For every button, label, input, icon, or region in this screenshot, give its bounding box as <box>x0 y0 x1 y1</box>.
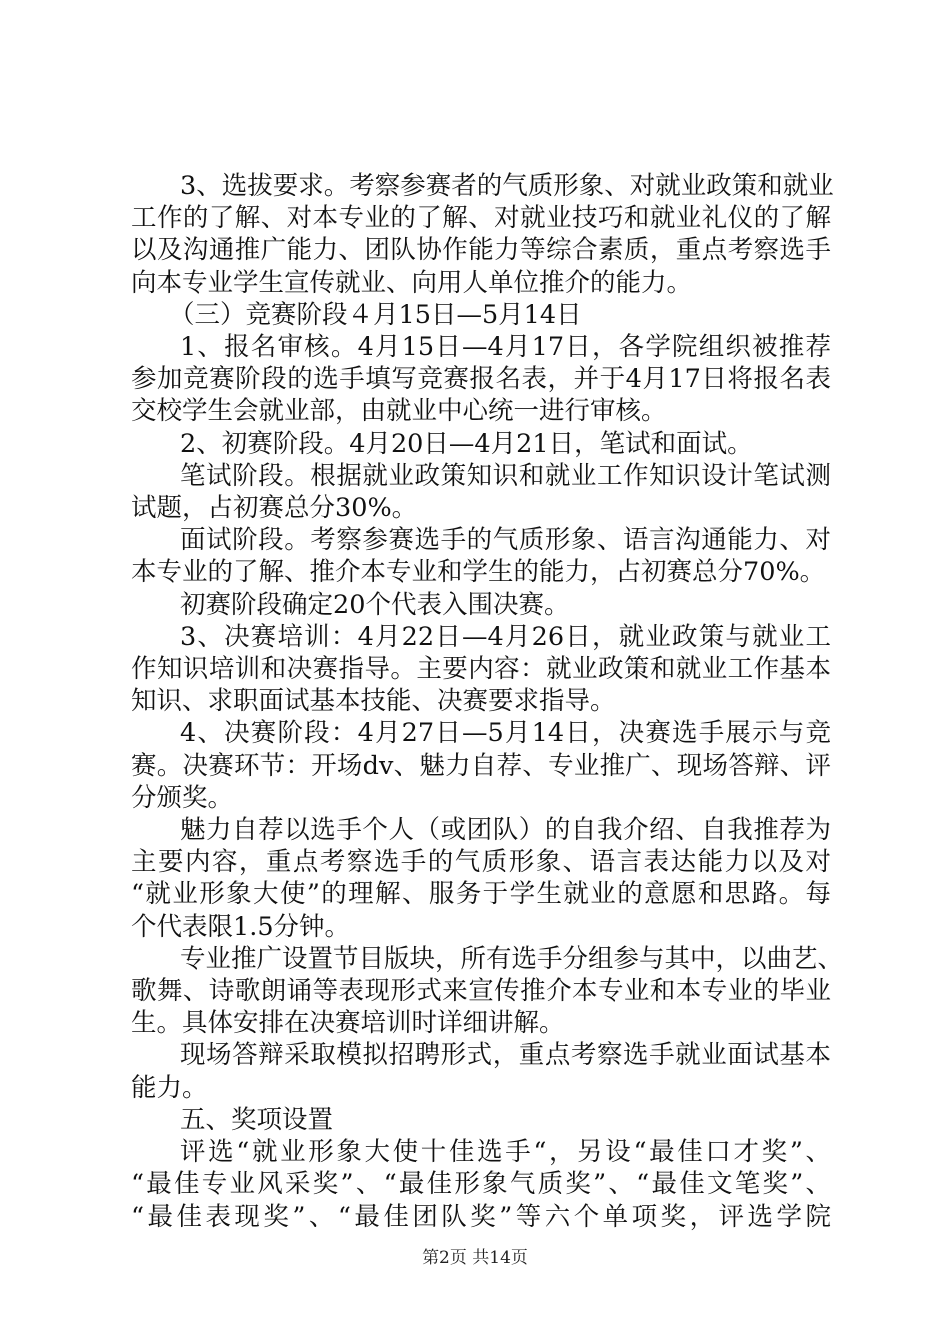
paragraph-line: 赛。决赛环节：开场dv、魅力自荐、专业推广、现场答辩、评 <box>131 750 831 781</box>
paragraph-line: 知识、求职面试基本技能、决赛要求指导。 <box>131 686 616 717</box>
paragraph-line: 笔试阶段。根据就业政策知识和就业工作知识设计笔试测 <box>180 460 831 491</box>
paragraph-line: “最佳表现奖”、“最佳团队奖”等六个单项奖，评选学院 <box>131 1201 831 1232</box>
paragraph-line: 能力。 <box>131 1072 208 1103</box>
paragraph-line: 歌舞、诗歌朗诵等表现形式来宣传推介本专业和本专业的毕业 <box>131 976 831 1007</box>
paragraph-line: 1、报名审核。4月15日—4月17日，各学院组织被推荐 <box>180 332 831 363</box>
paragraph-line: 参加竞赛阶段的选手填写竞赛报名表，并于4月17日将报名表 <box>131 364 831 395</box>
paragraph-line: 初赛阶段确定20个代表入围决赛。 <box>180 589 570 620</box>
paragraph-line: 交校学生会就业部，由就业中心统一进行审核。 <box>131 396 667 427</box>
paragraph-line: 专业推广设置节目版块，所有选手分组参与其中，以曲艺、 <box>180 943 844 974</box>
paragraph-line: 评选“就业形象大使十佳选手“，另设“最佳口才奖”、 <box>180 1137 831 1168</box>
paragraph-line: 3、选拔要求。考察参赛者的气质形象、对就业政策和就业 <box>180 171 834 201</box>
paragraph-line: 生。具体安排在决赛培训时详细讲解。 <box>131 1008 565 1039</box>
paragraph-line: 以及沟通推广能力、团队协作能力等综合素质，重点考察选手 <box>131 235 831 266</box>
paragraph-line: 本专业的了解、推介本专业和学生的能力，占初赛总分70%。 <box>131 557 826 588</box>
document-body <box>131 170 844 1233</box>
paragraph-line: 个代表限1.5分钟。 <box>131 911 351 942</box>
paragraph-line: 面试阶段。考察参赛选手的气质形象、语言沟通能力、对 <box>180 525 831 556</box>
paragraph-line: 试题，占初赛总分30%。 <box>131 493 418 524</box>
section-heading: 五、奖项设置 <box>180 1104 334 1135</box>
paragraph-line: 魅力自荐以选手个人（或团队）的自我介绍、自我推荐为 <box>180 815 831 846</box>
paragraph-line: 主要内容，重点考察选手的气质形象、语言表达能力以及对 <box>131 847 831 878</box>
paragraph-line: 分颁奖。 <box>131 782 234 813</box>
paragraph-line: 2、初赛阶段。4月20日—4月21日，笔试和面试。 <box>180 428 753 459</box>
paragraph-line: 工作的了解、对本专业的了解、对就业技巧和就业礼仪的了解 <box>131 203 831 234</box>
paragraph-line: 现场答辩采取模拟招聘形式，重点考察选手就业面试基本 <box>180 1040 831 1071</box>
paragraph-line: “就业形象大使”的理解、服务于学生就业的意愿和思路。每 <box>131 879 831 910</box>
page-footer: 第2页 共14页 <box>422 1248 528 1268</box>
paragraph-line: 3、决赛培训：4月22日—4月26日，就业政策与就业工 <box>180 621 831 652</box>
paragraph-line: 4、决赛阶段：4月27日—5月14日，决赛选手展示与竞 <box>180 718 831 749</box>
paragraph-line: “最佳专业风采奖”、“最佳形象气质奖”、“最佳文笔奖”、 <box>131 1169 831 1200</box>
section-heading: （三）竞赛阶段４月15日—5月14日 <box>169 299 582 330</box>
paragraph-line: 作知识培训和决赛指导。主要内容：就业政策和就业工作基本 <box>131 654 831 685</box>
paragraph-line: 向本专业学生宣传就业、向用人单位推介的能力。 <box>131 267 693 298</box>
